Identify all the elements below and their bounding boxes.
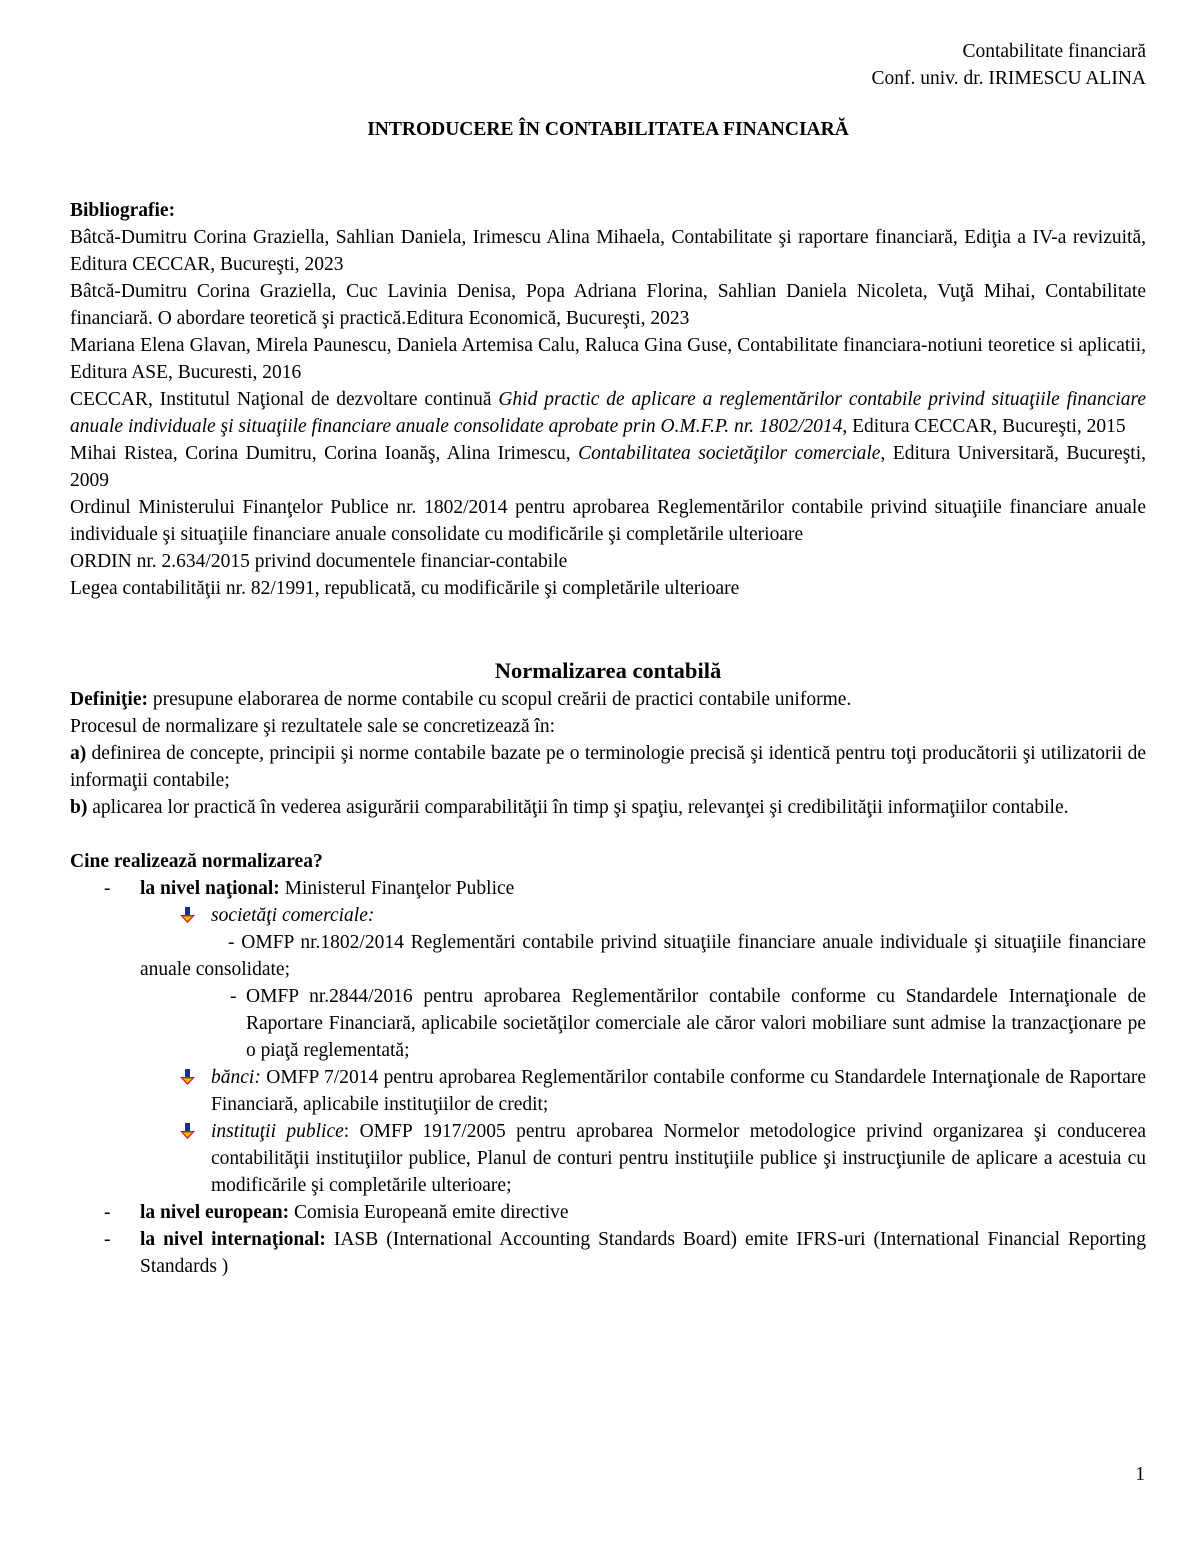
definition (70, 686, 1146, 713)
companies-item (70, 929, 1146, 983)
bibliography-entry: ORDIN nr. 2.634/2015 privind documentele financiar-contabile (70, 551, 568, 572)
bibliography-entry (70, 440, 1146, 494)
european-label: la nivel european: (140, 1202, 290, 1223)
entry-text: , Editura Universitară, Bucureşti, 2009 (70, 443, 1146, 491)
who-heading: Cine realizează normalizarea? (70, 851, 323, 872)
page-number: 1 (1135, 1464, 1145, 1485)
national-label: la nivel naţional: (140, 878, 280, 899)
point-a-label: a) (70, 743, 87, 764)
companies-label: societăţi comerciale: (211, 905, 375, 926)
arrow-down-bullet-icon (179, 1123, 196, 1140)
entry-text: , Editura CECCAR, Bucureşti, 2015 (842, 416, 1126, 437)
point-a-text: definirea de concepte, principii şi norme contabile bazate pe o terminologie precisă şi identică pentru toţi producătorii şi utilizatorii de informaţii contabile; (70, 743, 1146, 791)
arrow-down-bullet-icon (179, 907, 196, 924)
bibliography-entry: Bâtcă-Dumitru Corina Graziella, Cuc Lavinia Denisa, Popa Adriana Florina, Sahlian Daniela Nicoleta, Vuţă Mihai, Contabilitate financiară. O abordare teoretică şi practică.Editura Economică, Bucureşti, 2023 (70, 281, 1146, 329)
bibliography-entry: Legea contabilităţii nr. 82/1991, republicată, cu modificările şi completările ulterioare (70, 578, 740, 599)
national-text: Ministerul Finanţelor Publice (279, 878, 515, 899)
public-text: : OMFP 1917/2005 pentru aprobarea Normelor metodologice privind organizarea şi conducerea contabilităţii instituţiilor publice, Planul de conturi pentru instituţiile publice şi instrucţiunile de aplicare a acestuia cu modificările şi completările ulterioare; (211, 1121, 1146, 1196)
point-b (70, 794, 1146, 821)
entry-text: Mihai Ristea, Corina Dumitru, Corina Ioanăş, Alina Irimescu, (70, 443, 579, 464)
bibliography-entry (70, 386, 1146, 440)
bibliography-entry: Bâtcă-Dumitru Corina Graziella, Sahlian Daniela, Irimescu Alina Mihaela, Contabilitate şi raportare financiară, Ediţia a IV-a revizuită, Editura CECCAR, Bucureşti, 2023 (70, 227, 1146, 275)
document-title: INTRODUCERE ÎN CONTABILITATEA FINANCIARĂ (367, 119, 849, 140)
companies-item-text: OMFP nr.2844/2016 pentru aprobarea Reglementărilor contabile conforme cu Standardele Internaţionale de Raportare Financiară, aplicabile societăţilor comerciale ale căror valori mobiliare sunt admise la tranzacţionare pe o piaţă reglementată; (246, 986, 1146, 1061)
dash-marker: - (230, 986, 237, 1007)
dash-marker: - (104, 1229, 111, 1250)
dash-marker: - (104, 1202, 111, 1223)
point-b-text: aplicarea lor practică în vederea asigurării comparabilităţii în timp şi spaţiu, relevanţei şi credibilităţii informaţiilor contabile. (87, 797, 1069, 818)
entry-italic-title: Ghid practic de aplicare a reglementărilor contabile privind situaţiile financiare anuale individuale şi situaţiile financiare anuale consolidate aprobate prin O.M.F.P. nr. 1802/2014 (70, 389, 1147, 437)
page-header (872, 38, 1146, 92)
point-b-label: b) (70, 797, 88, 818)
international-text: IASB (International Accounting Standards Board) emite IFRS-uri (International Financial Reporting Standards ) (140, 1229, 1146, 1277)
companies-item (70, 983, 1146, 1064)
banks-text: OMFP 7/2014 pentru aprobarea Reglementărilor contabile conforme cu Standardele Internaţionale de Raportare Financiară, aplicabile instituţiilor de credit; (211, 1067, 1146, 1115)
bibliography-entry: Mariana Elena Glavan, Mirela Paunescu, Daniela Artemisa Calu, Raluca Gina Guse, Contabilitate financiara-notiuni teoretice si aplicatii, Editura ASE, Bucuresti, 2016 (70, 335, 1146, 383)
public-label: instituţii publice (211, 1121, 344, 1142)
definition-text: presupune elaborarea de norme contabile cu scopul creării de practici contabile uniforme. (147, 689, 852, 710)
list-item-national (70, 875, 1146, 902)
arrow-down-bullet-icon (179, 1069, 196, 1086)
bibliography-entry: Ordinul Ministerului Finanţelor Publice nr. 1802/2014 pentru aprobarea Reglementărilor contabile privind situaţiile financiare anuale individuale şi situaţiile financiare anuale consolidate cu modificările şi completările ulterioare (70, 497, 1146, 545)
international-label: la nivel internaţional: (140, 1229, 326, 1250)
section-title: Normalizarea contabilă (494, 658, 722, 683)
process-intro: Procesul de normalizare şi rezultatele sale se concretizează în: (70, 716, 556, 737)
definition-label: Definiţie: (70, 689, 148, 710)
list-item-banks (70, 1064, 1146, 1118)
entry-italic-title: Contabilitatea societăţilor comerciale (578, 443, 881, 464)
dash-marker: - (228, 932, 242, 953)
header-course: Contabilitate financiară (962, 41, 1146, 62)
page-content (70, 116, 1146, 1280)
header-author: Conf. univ. dr. IRIMESCU ALINA (871, 68, 1146, 89)
list-item-international (70, 1226, 1146, 1280)
entry-text: CECCAR, Institutul Naţional de dezvoltare continuă (70, 389, 499, 410)
point-a (70, 740, 1146, 794)
european-text: Comisia Europeană emite directive (289, 1202, 569, 1223)
dash-marker: - (104, 878, 111, 899)
bibliography-heading: Bibliografie: (70, 200, 176, 221)
list-item-european (70, 1199, 1146, 1226)
list-item-companies (70, 902, 1146, 929)
list-item-public-institutions (70, 1118, 1146, 1199)
banks-label: bănci: (211, 1067, 261, 1088)
companies-item-text: OMFP nr.1802/2014 Reglementări contabile privind situaţiile financiare anuale individuale şi situaţiile financiare anuale consolidate; (140, 932, 1146, 980)
